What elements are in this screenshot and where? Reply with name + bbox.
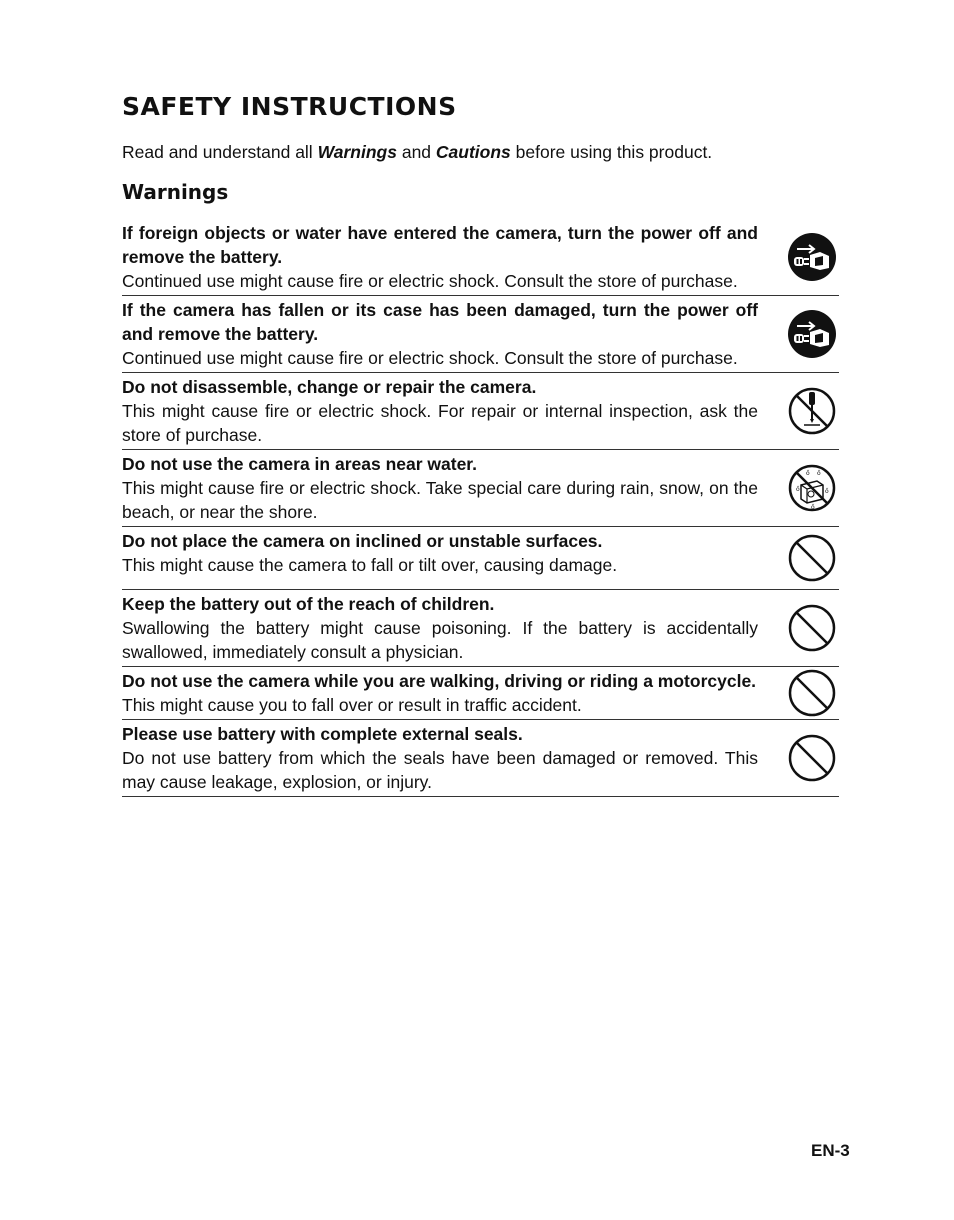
warning-item [122, 720, 839, 797]
warning-body: Continued use might cause fire or electric shock. Consult the store of purchase. [122, 348, 738, 368]
prohibited-icon [787, 603, 837, 653]
warning-item [122, 590, 839, 667]
prohibited-icon [787, 533, 837, 583]
warning-heading: If foreign objects or water have entered the camera, turn the power off and remove the battery. [122, 223, 758, 267]
svg-text:ő: ő [796, 486, 800, 493]
page-number: EN-3 [811, 1141, 850, 1160]
warning-heading: Do not disassemble, change or repair the camera. [122, 377, 537, 397]
unplug-icon [787, 309, 837, 359]
warning-heading: Please use battery with complete external seals. [122, 724, 523, 744]
warning-heading: Do not use the camera while you are walking, driving or riding a motorcycle. [122, 671, 757, 691]
svg-text:ő: ő [806, 470, 810, 477]
warning-body: Continued use might cause fire or electric shock. Consult the store of purchase. [122, 271, 738, 291]
intro-text: Read and understand all Warnings and Cautions before using this product. [122, 142, 713, 162]
svg-text:ő: ő [811, 504, 815, 511]
warning-body: Do not use battery from which the seals have been damaged or removed. This may cause leakage, explosion, or injury. [122, 748, 758, 792]
warning-heading: If the camera has fallen or its case has been damaged, turn the power off and remove the battery. [122, 300, 758, 344]
warning-item [122, 296, 839, 373]
no-water-icon [787, 463, 837, 513]
page-title: SAFETY INSTRUCTIONS [122, 92, 457, 121]
prohibited-icon [787, 668, 837, 718]
svg-text:ő: ő [825, 488, 829, 495]
warning-item [122, 527, 839, 590]
warning-body: Swallowing the battery might cause poisoning. If the battery is accidentally swallowed, immediately consult a physician. [122, 618, 758, 662]
warning-item [122, 373, 839, 450]
warning-item [122, 219, 839, 296]
warning-body: This might cause the camera to fall or tilt over, causing damage. [122, 555, 618, 575]
warning-heading: Do not use the camera in areas near water. [122, 454, 478, 474]
warning-item [122, 450, 839, 527]
prohibited-icon [787, 733, 837, 783]
warning-heading: Keep the battery out of the reach of children. [122, 594, 495, 614]
warning-body: This might cause fire or electric shock. Take special care during rain, snow, on the beach, or near the shore. [122, 478, 758, 522]
warnings-emphasis: Warnings [317, 142, 397, 162]
cautions-emphasis: Cautions [435, 142, 511, 162]
section-title-warnings: Warnings [122, 180, 229, 204]
warning-body: This might cause fire or electric shock. For repair or internal inspection, ask the store of purchase. [122, 401, 758, 445]
warning-body: This might cause you to fall over or result in traffic accident. [122, 695, 582, 715]
warning-item [122, 667, 839, 720]
no-disassembly-icon [787, 386, 837, 436]
warnings-list [122, 219, 839, 797]
svg-text:ő: ő [817, 470, 821, 477]
unplug-icon [787, 232, 837, 282]
warning-heading: Do not place the camera on inclined or unstable surfaces. [122, 531, 603, 551]
